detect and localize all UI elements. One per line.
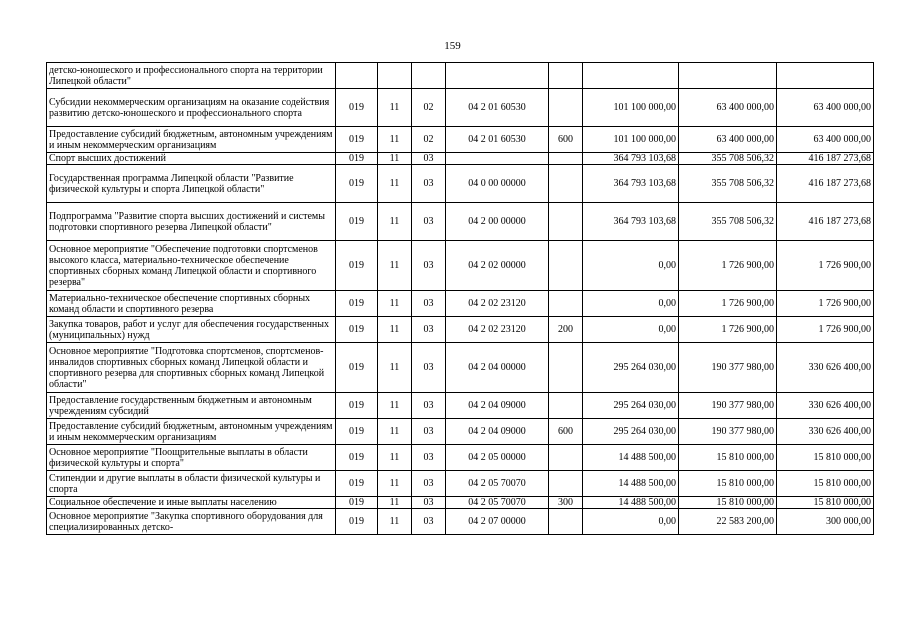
amount-year1-cell: 14 488 500,00 — [583, 471, 679, 497]
amount-year2-cell: 15 810 000,00 — [679, 471, 777, 497]
row-name-cell: Стипендии и другие выплаты в области физической культуры и спорта — [47, 471, 336, 497]
subsection-code-cell: 02 — [412, 89, 446, 127]
ministry-code-cell: 019 — [336, 203, 378, 241]
amount-year2-cell: 1 726 900,00 — [679, 241, 777, 291]
table-row — [47, 393, 874, 419]
amount-year2-cell: 355 708 506,32 — [679, 165, 777, 203]
target-article-cell: 04 2 04 09000 — [446, 393, 549, 419]
row-name-cell: Подпрограмма "Развитие спорта высших достижений и системы подготовки спортивного резерва Липецкой области" — [47, 203, 336, 241]
expense-type-cell — [549, 165, 583, 203]
amount-year3-cell: 15 810 000,00 — [777, 497, 874, 509]
ministry-code-cell: 019 — [336, 153, 378, 165]
amount-year2-cell: 63 400 000,00 — [679, 127, 777, 153]
amount-year3-cell — [777, 63, 874, 89]
row-name-cell: Закупка товаров, работ и услуг для обеспечения государственных (муниципальных) нужд — [47, 317, 336, 343]
table-row — [47, 63, 874, 89]
table-row — [47, 445, 874, 471]
amount-year1-cell: 0,00 — [583, 509, 679, 535]
amount-year1-cell: 364 793 103,68 — [583, 153, 679, 165]
table-row — [47, 317, 874, 343]
table-row — [47, 153, 874, 165]
amount-year2-cell: 15 810 000,00 — [679, 445, 777, 471]
ministry-code-cell: 019 — [336, 317, 378, 343]
amount-year1-cell: 0,00 — [583, 241, 679, 291]
target-article-cell: 04 2 02 00000 — [446, 241, 549, 291]
table-row — [47, 127, 874, 153]
expense-type-cell: 600 — [549, 127, 583, 153]
section-code-cell: 11 — [378, 153, 412, 165]
amount-year2-cell: 63 400 000,00 — [679, 89, 777, 127]
expense-type-cell — [549, 343, 583, 393]
amount-year3-cell: 330 626 400,00 — [777, 419, 874, 445]
expense-type-cell: 300 — [549, 497, 583, 509]
amount-year3-cell: 63 400 000,00 — [777, 127, 874, 153]
amount-year2-cell — [679, 63, 777, 89]
budget-table — [46, 62, 874, 535]
row-name-cell: Материально-техническое обеспечение спортивных сборных команд области и спортивного резерва — [47, 291, 336, 317]
amount-year2-cell: 22 583 200,00 — [679, 509, 777, 535]
section-code-cell: 11 — [378, 445, 412, 471]
ministry-code-cell: 019 — [336, 497, 378, 509]
subsection-code-cell: 03 — [412, 203, 446, 241]
ministry-code-cell: 019 — [336, 89, 378, 127]
expense-type-cell — [549, 89, 583, 127]
amount-year1-cell: 0,00 — [583, 317, 679, 343]
subsection-code-cell — [412, 63, 446, 89]
table-row — [47, 497, 874, 509]
target-article-cell: 04 2 01 60530 — [446, 127, 549, 153]
target-article-cell: 04 2 05 70070 — [446, 471, 549, 497]
target-article-cell: 04 2 02 23120 — [446, 291, 549, 317]
ministry-code-cell: 019 — [336, 393, 378, 419]
subsection-code-cell: 03 — [412, 241, 446, 291]
amount-year3-cell: 416 187 273,68 — [777, 153, 874, 165]
subsection-code-cell: 03 — [412, 497, 446, 509]
subsection-code-cell: 03 — [412, 471, 446, 497]
amount-year3-cell: 15 810 000,00 — [777, 445, 874, 471]
section-code-cell: 11 — [378, 203, 412, 241]
target-article-cell: 04 2 04 09000 — [446, 419, 549, 445]
table-row — [47, 165, 874, 203]
amount-year3-cell: 416 187 273,68 — [777, 165, 874, 203]
ministry-code-cell: 019 — [336, 127, 378, 153]
table-row — [47, 241, 874, 291]
amount-year1-cell — [583, 63, 679, 89]
ministry-code-cell: 019 — [336, 419, 378, 445]
section-code-cell: 11 — [378, 241, 412, 291]
target-article-cell: 04 2 05 00000 — [446, 445, 549, 471]
ministry-code-cell: 019 — [336, 445, 378, 471]
amount-year3-cell: 1 726 900,00 — [777, 291, 874, 317]
row-name-cell: Государственная программа Липецкой области "Развитие физической культуры и спорта Липецкой области" — [47, 165, 336, 203]
expense-type-cell — [549, 63, 583, 89]
expense-type-cell — [549, 153, 583, 165]
row-name-cell: Основное мероприятие "Подготовка спортсменов, спортсменов-инвалидов спортивных сборных команд Липецкой области и спортивного резерва для спортивных сборных команд Липецкой области" — [47, 343, 336, 393]
expense-type-cell — [549, 393, 583, 419]
amount-year3-cell: 63 400 000,00 — [777, 89, 874, 127]
subsection-code-cell: 03 — [412, 419, 446, 445]
subsection-code-cell: 03 — [412, 509, 446, 535]
expense-type-cell — [549, 241, 583, 291]
row-name-cell: детско-юношеского и профессионального спорта на территории Липецкой области" — [47, 63, 336, 89]
section-code-cell — [378, 63, 412, 89]
ministry-code-cell: 019 — [336, 509, 378, 535]
expense-type-cell: 600 — [549, 419, 583, 445]
amount-year3-cell: 300 000,00 — [777, 509, 874, 535]
row-name-cell: Предоставление субсидий бюджетным, автономным учреждениям и иным некоммерческим организациям — [47, 419, 336, 445]
subsection-code-cell: 03 — [412, 165, 446, 203]
table-row — [47, 203, 874, 241]
row-name-cell: Предоставление субсидий бюджетным, автономным учреждениям и иным некоммерческим организациям — [47, 127, 336, 153]
amount-year3-cell: 330 626 400,00 — [777, 393, 874, 419]
subsection-code-cell: 03 — [412, 445, 446, 471]
expense-type-cell — [549, 291, 583, 317]
target-article-cell: 04 2 01 60530 — [446, 89, 549, 127]
target-article-cell — [446, 63, 549, 89]
expense-type-cell — [549, 203, 583, 241]
expense-type-cell: 200 — [549, 317, 583, 343]
target-article-cell — [446, 153, 549, 165]
subsection-code-cell: 03 — [412, 317, 446, 343]
subsection-code-cell: 03 — [412, 291, 446, 317]
subsection-code-cell: 03 — [412, 153, 446, 165]
amount-year1-cell: 14 488 500,00 — [583, 497, 679, 509]
target-article-cell: 04 2 07 00000 — [446, 509, 549, 535]
amount-year2-cell: 1 726 900,00 — [679, 317, 777, 343]
row-name-cell: Основное мероприятие "Закупка спортивного оборудования для специализированных детско- — [47, 509, 336, 535]
subsection-code-cell: 03 — [412, 393, 446, 419]
amount-year3-cell: 15 810 000,00 — [777, 471, 874, 497]
section-code-cell: 11 — [378, 343, 412, 393]
amount-year1-cell: 295 264 030,00 — [583, 393, 679, 419]
row-name-cell: Субсидии некоммерческим организациям на оказание содействия развитию детско-юношеского и профессионального спорта — [47, 89, 336, 127]
amount-year1-cell: 101 100 000,00 — [583, 89, 679, 127]
amount-year3-cell: 330 626 400,00 — [777, 343, 874, 393]
section-code-cell: 11 — [378, 509, 412, 535]
target-article-cell: 04 2 04 00000 — [446, 343, 549, 393]
ministry-code-cell: 019 — [336, 471, 378, 497]
amount-year3-cell: 1 726 900,00 — [777, 317, 874, 343]
amount-year1-cell: 101 100 000,00 — [583, 127, 679, 153]
target-article-cell: 04 2 00 00000 — [446, 203, 549, 241]
section-code-cell: 11 — [378, 419, 412, 445]
row-name-cell: Основное мероприятие "Обеспечение подготовки спортсменов высокого класса, материально-техническое обеспечение спортивных сборных команд Липецкой области и спортивного резерва" — [47, 241, 336, 291]
ministry-code-cell — [336, 63, 378, 89]
table-row — [47, 343, 874, 393]
ministry-code-cell: 019 — [336, 241, 378, 291]
row-name-cell: Основное мероприятие "Поощрительные выплаты в области физической культуры и спорта" — [47, 445, 336, 471]
row-name-cell: Социальное обеспечение и иные выплаты населению — [47, 497, 336, 509]
amount-year3-cell: 1 726 900,00 — [777, 241, 874, 291]
target-article-cell: 04 0 00 00000 — [446, 165, 549, 203]
expense-type-cell — [549, 471, 583, 497]
subsection-code-cell: 03 — [412, 343, 446, 393]
target-article-cell: 04 2 02 23120 — [446, 317, 549, 343]
section-code-cell: 11 — [378, 317, 412, 343]
amount-year1-cell: 295 264 030,00 — [583, 343, 679, 393]
ministry-code-cell: 019 — [336, 291, 378, 317]
table-row — [47, 89, 874, 127]
section-code-cell: 11 — [378, 127, 412, 153]
expense-type-cell — [549, 445, 583, 471]
table-row — [47, 291, 874, 317]
subsection-code-cell: 02 — [412, 127, 446, 153]
amount-year2-cell: 190 377 980,00 — [679, 419, 777, 445]
table-row — [47, 471, 874, 497]
table-row — [47, 509, 874, 535]
row-name-cell: Предоставление государственным бюджетным и автономным учреждениям субсидий — [47, 393, 336, 419]
amount-year1-cell: 295 264 030,00 — [583, 419, 679, 445]
table-row — [47, 419, 874, 445]
ministry-code-cell: 019 — [336, 165, 378, 203]
budget-table-body — [47, 63, 874, 535]
target-article-cell: 04 2 05 70070 — [446, 497, 549, 509]
section-code-cell: 11 — [378, 393, 412, 419]
amount-year1-cell: 364 793 103,68 — [583, 203, 679, 241]
amount-year2-cell: 190 377 980,00 — [679, 393, 777, 419]
section-code-cell: 11 — [378, 291, 412, 317]
section-code-cell: 11 — [378, 471, 412, 497]
section-code-cell: 11 — [378, 89, 412, 127]
amount-year1-cell: 0,00 — [583, 291, 679, 317]
ministry-code-cell: 019 — [336, 343, 378, 393]
expense-type-cell — [549, 509, 583, 535]
amount-year2-cell: 1 726 900,00 — [679, 291, 777, 317]
row-name-cell: Спорт высших достижений — [47, 153, 336, 165]
section-code-cell: 11 — [378, 497, 412, 509]
amount-year1-cell: 364 793 103,68 — [583, 165, 679, 203]
amount-year2-cell: 190 377 980,00 — [679, 343, 777, 393]
amount-year3-cell: 416 187 273,68 — [777, 203, 874, 241]
page-number: 159 — [444, 40, 461, 52]
amount-year1-cell: 14 488 500,00 — [583, 445, 679, 471]
amount-year2-cell: 355 708 506,32 — [679, 153, 777, 165]
amount-year2-cell: 355 708 506,32 — [679, 203, 777, 241]
amount-year2-cell: 15 810 000,00 — [679, 497, 777, 509]
section-code-cell: 11 — [378, 165, 412, 203]
